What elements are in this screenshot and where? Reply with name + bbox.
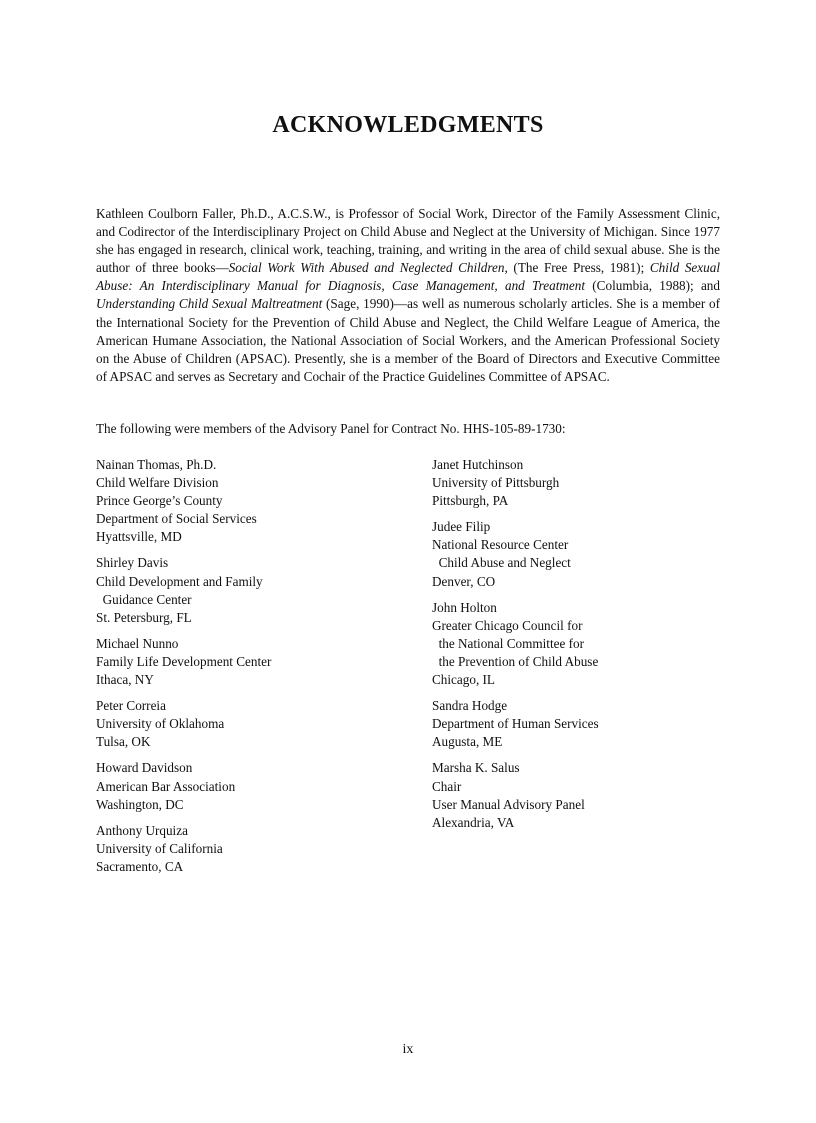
- member-affiliation-line: Child Abuse and Neglect: [432, 555, 571, 571]
- bio-text-4: (Sage, 1990)—as well as numerous scholarly articles. She is a member of the International Society for the Prevention of Child Abuse and Neglect, the Child Welfare League of America, the American Humane Association, the National Association of Social Workers, and the American Professional Society on the Abuse of Children (APSAC). Presently, she is a member of the Board of Directors and Executive Committee of APSAC and serves as Secretary and Cochair of the Practice Guidelines Committee of APSAC.: [96, 296, 720, 384]
- member-affiliation-line: National Resource Center: [432, 537, 569, 553]
- panel-member: [432, 518, 732, 590]
- member-affiliation-line: Child Development and Family: [96, 573, 263, 589]
- panel-member: [96, 554, 396, 626]
- panel-member: [432, 599, 732, 689]
- member-affiliation-line: Hyattsville, MD: [96, 529, 182, 545]
- member-name: Janet Hutchinson: [432, 457, 524, 472]
- member-name: Shirley Davis: [96, 555, 169, 571]
- member-affiliation-line: Denver, CO: [432, 573, 496, 589]
- members-right-column: [432, 456, 732, 840]
- member-affiliation-line: University of California: [96, 840, 223, 856]
- panel-member: [432, 697, 732, 751]
- member-name: Michael Nunno: [96, 635, 179, 651]
- member-name: Sandra Hodge: [432, 698, 508, 714]
- member-name: Nainan Thomas, Ph.D.: [96, 457, 217, 472]
- page-number: ix: [402, 1042, 414, 1057]
- member-affiliation-line: Greater Chicago Council for: [432, 617, 583, 633]
- members-left-column: [96, 456, 396, 884]
- member-affiliation-line: the National Committee for: [432, 635, 584, 651]
- member-name: Howard Davidson: [96, 760, 193, 776]
- member-name: Marsha K. Salus: [432, 760, 520, 776]
- member-name: John Holton: [432, 599, 497, 615]
- page-title: ACKNOWLEDGMENTS: [272, 112, 544, 138]
- member-affiliation-line: Prince George’s County: [96, 493, 223, 509]
- member-name: Peter Correia: [96, 698, 166, 714]
- author-bio-paragraph: [96, 205, 720, 386]
- member-affiliation-line: Alexandria, VA: [432, 814, 515, 830]
- panel-member: [96, 759, 396, 813]
- member-affiliation-line: Augusta, ME: [432, 734, 503, 750]
- member-affiliation-line: Guidance Center: [96, 591, 192, 607]
- member-affiliation-line: Ithaca, NY: [96, 672, 154, 688]
- bio-text-1: Kathleen Coulborn Faller, Ph.D., A.C.S.W., is Professor of Social Work, Director of the Family Assessment Clinic, and Codirector of the Interdisciplinary Project on Child Abuse and Neglect at the University of Michigan. Since 1977 she has engaged in research, clinical work, teaching, training, and writing in the area of child sexual abuse. She is the author of three books—: [96, 206, 720, 276]
- panel-member: [432, 759, 732, 831]
- panel-member: [432, 456, 732, 510]
- member-affiliation-line: Family Life Development Center: [96, 653, 272, 669]
- book-title-1: Social Work With Abused and Neglected Children: [228, 260, 505, 276]
- book-title-3: Understanding Child Sexual Maltreatment: [96, 296, 323, 312]
- panel-member: [96, 697, 396, 751]
- panel-member: [96, 822, 396, 876]
- member-affiliation-line: University of Pittsburgh: [432, 475, 560, 491]
- advisory-panel-intro: The following were members of the Advisory Panel for Contract No. HHS-105-89-1730:: [96, 421, 566, 436]
- member-name: Anthony Urquiza: [96, 822, 188, 838]
- member-affiliation-line: Child Welfare Division: [96, 475, 219, 491]
- member-affiliation-line: Department of Social Services: [96, 511, 257, 527]
- member-affiliation-line: Department of Human Services: [432, 716, 599, 732]
- member-affiliation-line: Washington, DC: [96, 796, 184, 812]
- member-affiliation-line: American Bar Association: [96, 778, 236, 794]
- bio-text-2: , (The Free Press, 1981);: [504, 260, 650, 276]
- panel-member: [96, 635, 396, 689]
- bio-text-3: (Columbia, 1988); and: [585, 278, 720, 294]
- panel-member: [96, 456, 396, 546]
- member-affiliation-line: User Manual Advisory Panel: [432, 796, 585, 812]
- member-affiliation-line: Chair: [432, 778, 462, 794]
- member-name: Judee Filip: [432, 519, 491, 535]
- member-affiliation-line: the Prevention of Child Abuse: [432, 653, 599, 669]
- member-affiliation-line: Sacramento, CA: [96, 858, 184, 874]
- member-affiliation-line: Tulsa, OK: [96, 734, 151, 750]
- member-affiliation-line: University of Oklahoma: [96, 716, 225, 732]
- member-affiliation-line: Pittsburgh, PA: [432, 493, 509, 509]
- member-affiliation-line: Chicago, IL: [432, 672, 495, 688]
- book-title-2: Child Sexual Abuse: An Interdisciplinary Manual for Diagnosis, Case Management, and Treatment: [96, 260, 720, 294]
- member-affiliation-line: St. Petersburg, FL: [96, 609, 192, 625]
